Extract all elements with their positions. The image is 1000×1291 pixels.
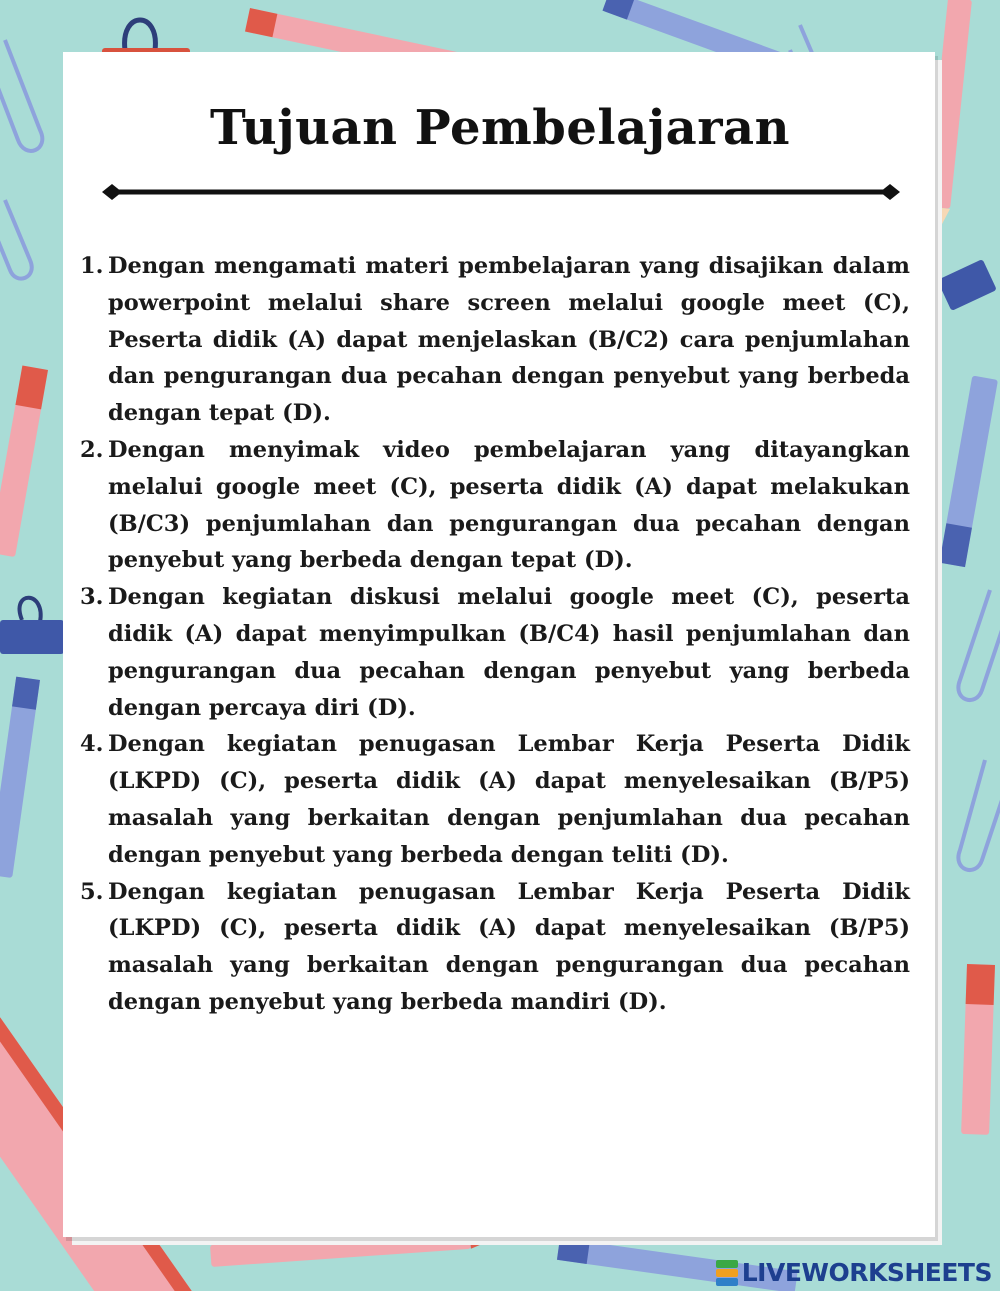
objective-text: Dengan kegiatan penugasan Lembar Kerja Peserta Didik (LKPD) (C), peserta didik (A) dapat menyelesaikan (B/P5) masalah yang berkaitan dengan pengurangan dua pecahan dengan penyebut yang berbeda mandiri (D). — [108, 878, 910, 1015]
watermark-text: LIVEWORKSHEETS — [741, 1258, 992, 1287]
objective-number: 4. — [80, 731, 104, 758]
objective-item — [80, 726, 910, 873]
page-title: Tujuan Pembelajaran — [209, 100, 790, 156]
title-divider — [102, 182, 900, 202]
objective-item — [80, 874, 910, 1021]
objective-number: 5. — [80, 878, 104, 905]
objective-item — [80, 432, 910, 579]
objective-item — [80, 579, 910, 726]
liveworksheets-logo-icon — [716, 1260, 738, 1286]
pencil-icon — [961, 964, 995, 1135]
objective-number: 3. — [80, 584, 104, 611]
binder-clip-icon — [0, 598, 64, 654]
binder-clip-icon — [937, 259, 997, 311]
objective-text: Dengan menyimak video pembelajaran yang ditayangkan melalui google meet (C), peserta didik (A) dapat melakukan (B/C3) penjumlahan dan pengurangan dua pecahan dengan penyebut yang berbeda dengan tepat (D). — [108, 436, 910, 574]
pencil-icon — [0, 365, 48, 557]
objective-text: Dengan mengamati materi pembelajaran yang disajikan dalam powerpoint melalui share screen melalui google meet (C), Peserta didik (A) dapat menjelaskan (B/C2) cara penjumlahan dan pengurangan dua pecahan dengan penyebut yang berbeda dengan tepat (D). — [108, 253, 910, 427]
objective-number: 1. — [80, 253, 104, 279]
objectives-list — [80, 248, 910, 1021]
objective-number: 2. — [80, 436, 104, 463]
objective-item — [80, 248, 910, 432]
pencil-icon — [939, 375, 998, 567]
liveworksheets-watermark[interactable] — [716, 1258, 992, 1287]
objective-text: Dengan kegiatan diskusi melalui google meet (C), peserta didik (A) dapat menyimpulkan (B/C4) hasil penjumlahan dan pengurangan dua pecahan dengan penyebut yang berbeda dengan percaya diri (D). — [108, 584, 910, 721]
pencil-icon — [0, 677, 40, 878]
objective-text: Dengan kegiatan penugasan Lembar Kerja Peserta Didik (LKPD) (C), peserta didik (A) dapat menyelesaikan (B/P5) masalah yang berkaitan dengan penjumlahan dua pecahan dengan penyebut yang berbeda dengan teliti (D). — [108, 731, 910, 868]
